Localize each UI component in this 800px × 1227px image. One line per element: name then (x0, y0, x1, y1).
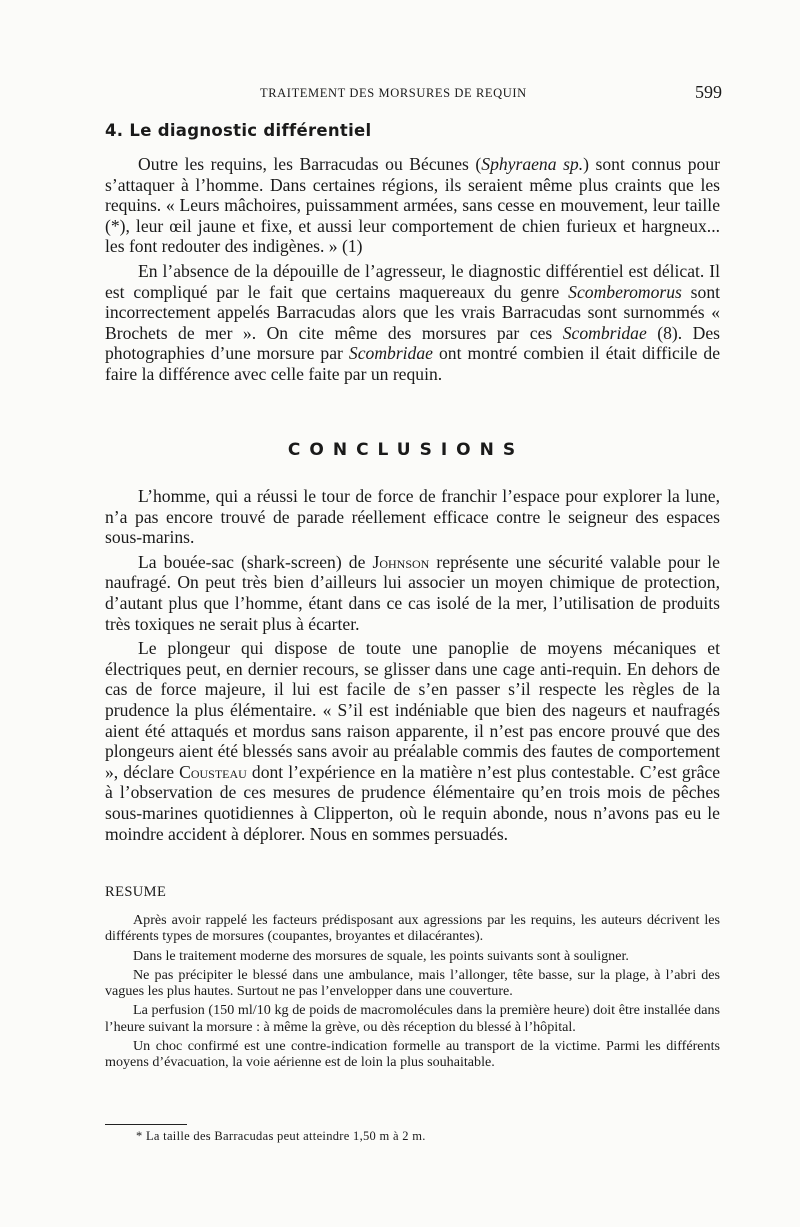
resume-paragraph: Ne pas précipiter le blessé dans une ambulance, mais l’allonger, tête basse, sur la plage, à l’abri des vagues les plus hautes. Surtout ne pas l’envelopper dans une couverture. (105, 966, 720, 1000)
italic-term: Sphyraena sp. (481, 154, 584, 174)
footnote: * La taille des Barracudas peut atteindre 1,50 m à 2 m. (136, 1129, 426, 1143)
page-number: 599 (695, 82, 722, 102)
paragraph: En l’absence de la dépouille de l’agresseur, le diagnostic différentiel est délicat. Il est compliqué par le fait que certains maquereaux du genre Scomberomorus sont incorrectement appelés Barracudas alors que les vrais Barracudas sont surnommés « Brochets de mer ». On cite même des morsures par ces Scombridae (8). Des photographies d’une morsure par Scombridae ont montré combien il était difficile de faire la différence avec celle faite par un requin. (105, 260, 721, 384)
italic-term: Scombridae (348, 343, 433, 364)
author-name: Cousteau (179, 761, 247, 782)
italic-term: Scomberomorus (568, 281, 682, 302)
conclusions-title: CONCLUSIONS (287, 440, 525, 460)
resume-paragraph: La perfusion (150 ml/10 kg de poids de macromolécules dans la première heure) doit être installée dans l’heure suivant la morsure : à même la grève, ou dès réception du blessé à l’hôpital. (105, 1002, 720, 1035)
resume-paragraph: Après avoir rappelé les facteurs prédisposant aux agressions par les requins, les auteurs décrivent les différents types de morsures (coupantes, broyantes et dilacérantes). (105, 912, 720, 945)
section-heading: 4. Le diagnostic différentiel (105, 121, 372, 140)
resume-body (105, 912, 720, 1074)
paragraph: La bouée-sac (shark-screen) de Johnson représente une sécurité valable pour le naufragé. On peut très bien d’ailleurs lui associer un moyen chimique de protection, d’autant plus que l’homme, étant dans ce cas isolé de la mer, l’utilisation de produits très toxiques ne serait plus à écarter. (105, 551, 720, 634)
author-name: Johnson (372, 551, 430, 572)
paragraph: L’homme, qui a réussi le tour de force de franchir l’espace pour explorer la lune, n’a pas encore trouvé de parade réellement efficace contre le seigneur des espaces sous-marins. (105, 486, 720, 548)
resume-paragraph: Dans le traitement moderne des morsures de squale, les points suivants sont à souligner. (133, 947, 629, 964)
italic-term: Scombridae (562, 322, 647, 343)
resume-title: RESUME (105, 884, 167, 900)
footnote-rule (105, 1124, 187, 1125)
conclusions-body (105, 486, 720, 848)
paragraph: Le plongeur qui dispose de toute une panoplie de moyens mécaniques et électriques peut, en dernier recours, se glisser dans une cage anti-requin. En dehors de cas de force majeure, il lui est facile de s’en passer s’il respecte les règles de la prudence la plus élémentaire. « S’il est indéniable que bien des nageurs et naufragés aient été attaqués et mordus sans raison apparente, il n’est pas encore prouvé que des plongeurs aient été blessés sans avoir au préalable commis des fautes de comportement », déclare Cousteau dont l’expérience en la matière n’est plus contestable. C’est grâce à l’observation de ces mesures de prudence élémentaire qu’en trois mois de pêches sous-marines quotidiennes à Clipperton, où le requin abonde, nous n’avons pas eu le moindre accident à déplorer. Nous en sommes persuadés. (105, 638, 720, 844)
running-header (105, 84, 722, 108)
section-body (105, 154, 720, 389)
running-title: TRAITEMENT DES MORSURES DE REQUIN (260, 86, 527, 100)
paragraph: Outre les requins, les Barracudas ou Bécunes (Sphyraena sp.) sont connus pour s’attaquer à l’homme. Dans certaines régions, ils seraient même plus craints que les requins. « Leurs mâchoires, puissamment armées, sans cesse en mouvement, leur taille (*), leur œil jaune et fixe, et aussi leur comportement de chien furieux et hargneux... les font redouter des indigènes. » (1) (105, 154, 720, 257)
resume-paragraph: Un choc confirmé est une contre-indication formelle au transport de la victime. Parmi les différents moyens d’évacuation, la voie aérienne est de loin la plus souhaitable. (105, 1038, 720, 1071)
